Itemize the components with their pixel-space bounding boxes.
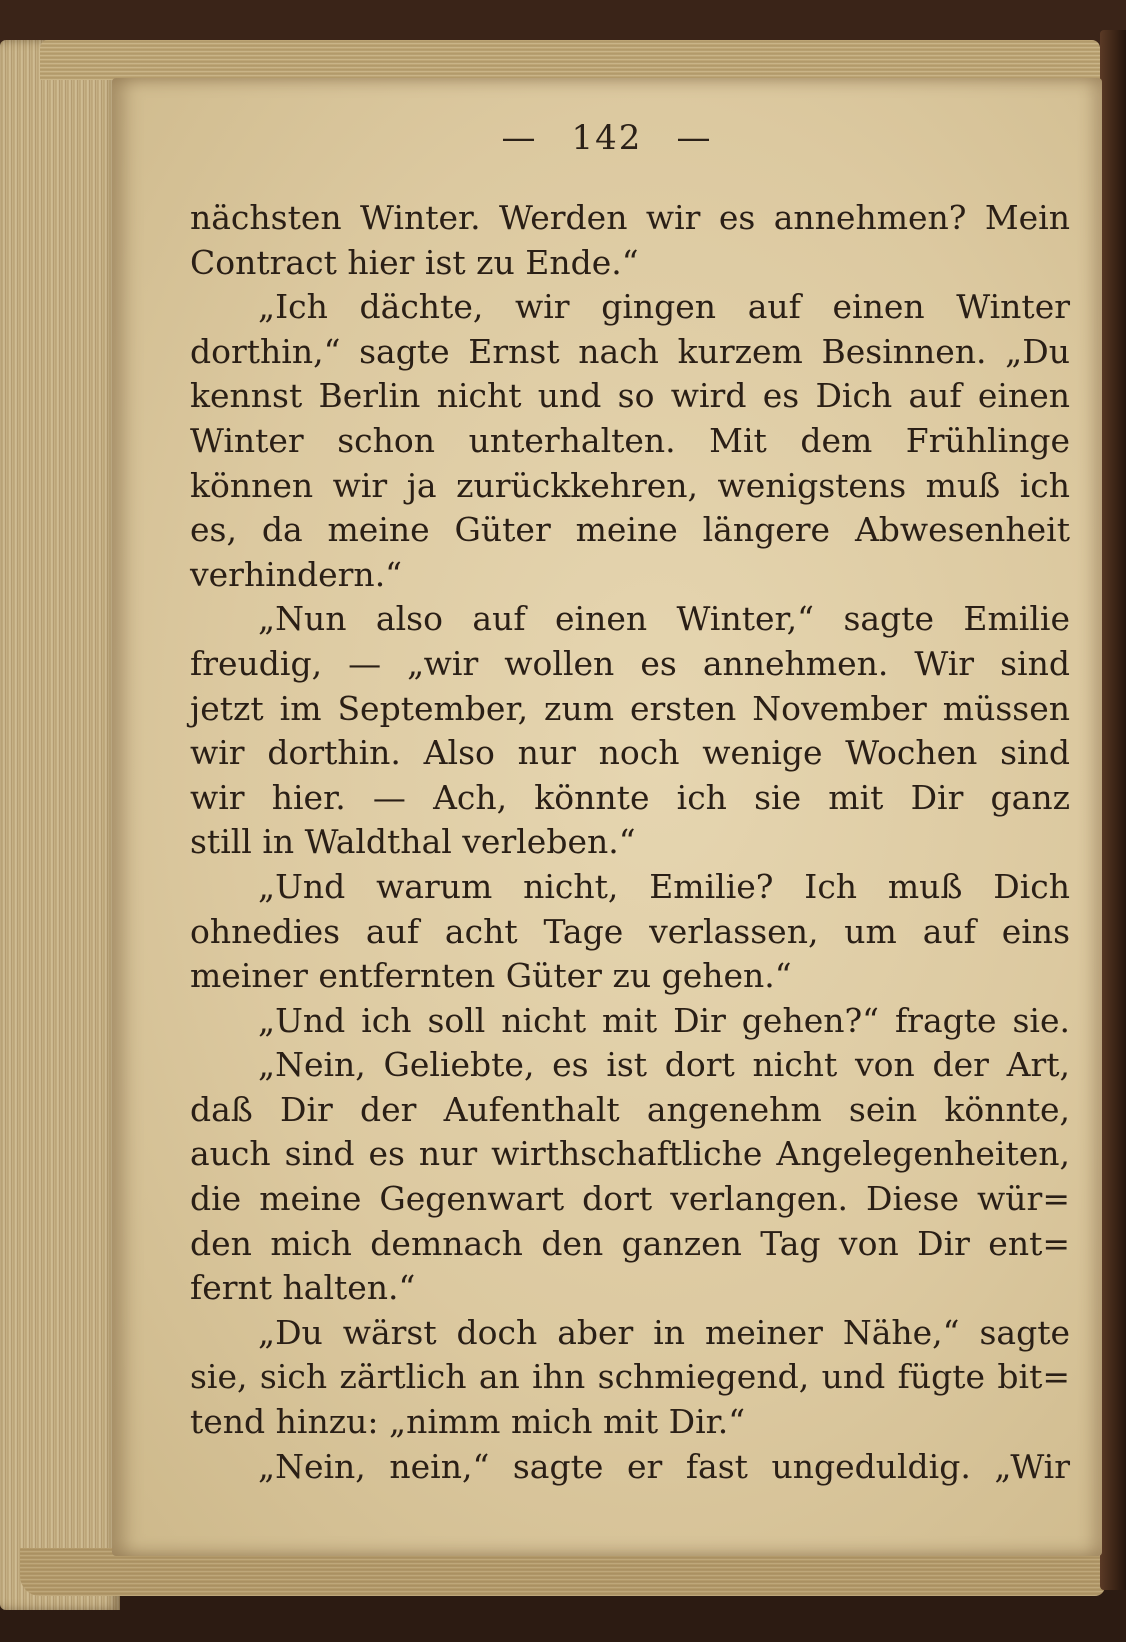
text-line: still in Waldthal verleben.“	[190, 822, 636, 862]
text-line: dorthin,“ sagte Ernst nach kurzem Besinnen. „Du	[190, 331, 1070, 371]
text-line: wir hier. — Ach, könnte ich sie mit Dir ganz	[190, 777, 1070, 817]
text-line: meiner entfernten Güter zu gehen.“	[190, 956, 792, 996]
text-line: sie, sich zärtlich an ihn schmiegend, und fügte bit=	[190, 1357, 1070, 1397]
text-line: verhindern.“	[190, 554, 403, 594]
text-line: „Und warum nicht, Emilie? Ich muß Dich	[258, 866, 1070, 906]
text-line: „Nun also auf einen Winter,“ sagte Emilie	[258, 599, 1070, 639]
text-line: wir dorthin. Also nur noch wenige Wochen sind	[190, 733, 1070, 773]
text-line: können wir ja zurückkehren, wenigstens muß ich	[190, 465, 1070, 505]
text-line: den mich demnach den ganzen Tag von Dir ent=	[190, 1223, 1070, 1263]
text-line: freudig, — „wir wollen es annehmen. Wir sind	[190, 643, 1070, 683]
text-line: die meine Gegenwart dort verlangen. Diese wür=	[190, 1179, 1070, 1219]
body-text	[190, 196, 1070, 1489]
page-edges-top	[40, 40, 1100, 80]
text-line: nächsten Winter. Werden wir es annehmen? Mein	[190, 198, 1070, 237]
text-line: jetzt im September, zum ersten November müssen	[190, 688, 1070, 728]
text-line: fernt halten.“	[190, 1268, 416, 1308]
text-line: daß Dir der Aufenthalt angenehm sein könnte,	[190, 1089, 1070, 1129]
text-line: Winter schon unterhalten. Mit dem Frühlinge	[190, 420, 1070, 460]
book-page	[112, 78, 1102, 1556]
text-line: es, da meine Güter meine längere Abwesenheit	[190, 510, 1070, 550]
page-number: 142	[571, 118, 643, 158]
text-line: kennst Berlin nicht und so wird es Dich auf einen	[190, 376, 1070, 416]
text-line: Contract hier ist zu Ende.“	[190, 242, 639, 282]
text-line: „Ich dächte, wir gingen auf einen Winter	[258, 287, 1070, 327]
text-line: „Nein, nein,“ sagte er fast ungeduldig. „Wir	[258, 1446, 1070, 1486]
text-line: ohnedies auf acht Tage verlassen, um auf eins	[190, 911, 1070, 951]
text-line: „Und ich soll nicht mit Dir gehen?“ fragte sie.	[258, 1000, 1070, 1040]
text-line: tend hinzu: „nimm mich mit Dir.“	[190, 1402, 746, 1442]
page-edges-left	[0, 40, 120, 1610]
page-header	[112, 118, 1102, 158]
header-dash-left: —	[501, 118, 538, 158]
text-line: auch sind es nur wirthschaftliche Angelegenheiten,	[190, 1134, 1070, 1174]
text-line: „Du wärst doch aber in meiner Nähe,“ sagte	[258, 1312, 1070, 1352]
text-line: „Nein, Geliebte, es ist dort nicht von der Art,	[258, 1045, 1070, 1085]
header-dash-right: —	[676, 118, 713, 158]
book-cover-edge	[1100, 30, 1126, 1590]
